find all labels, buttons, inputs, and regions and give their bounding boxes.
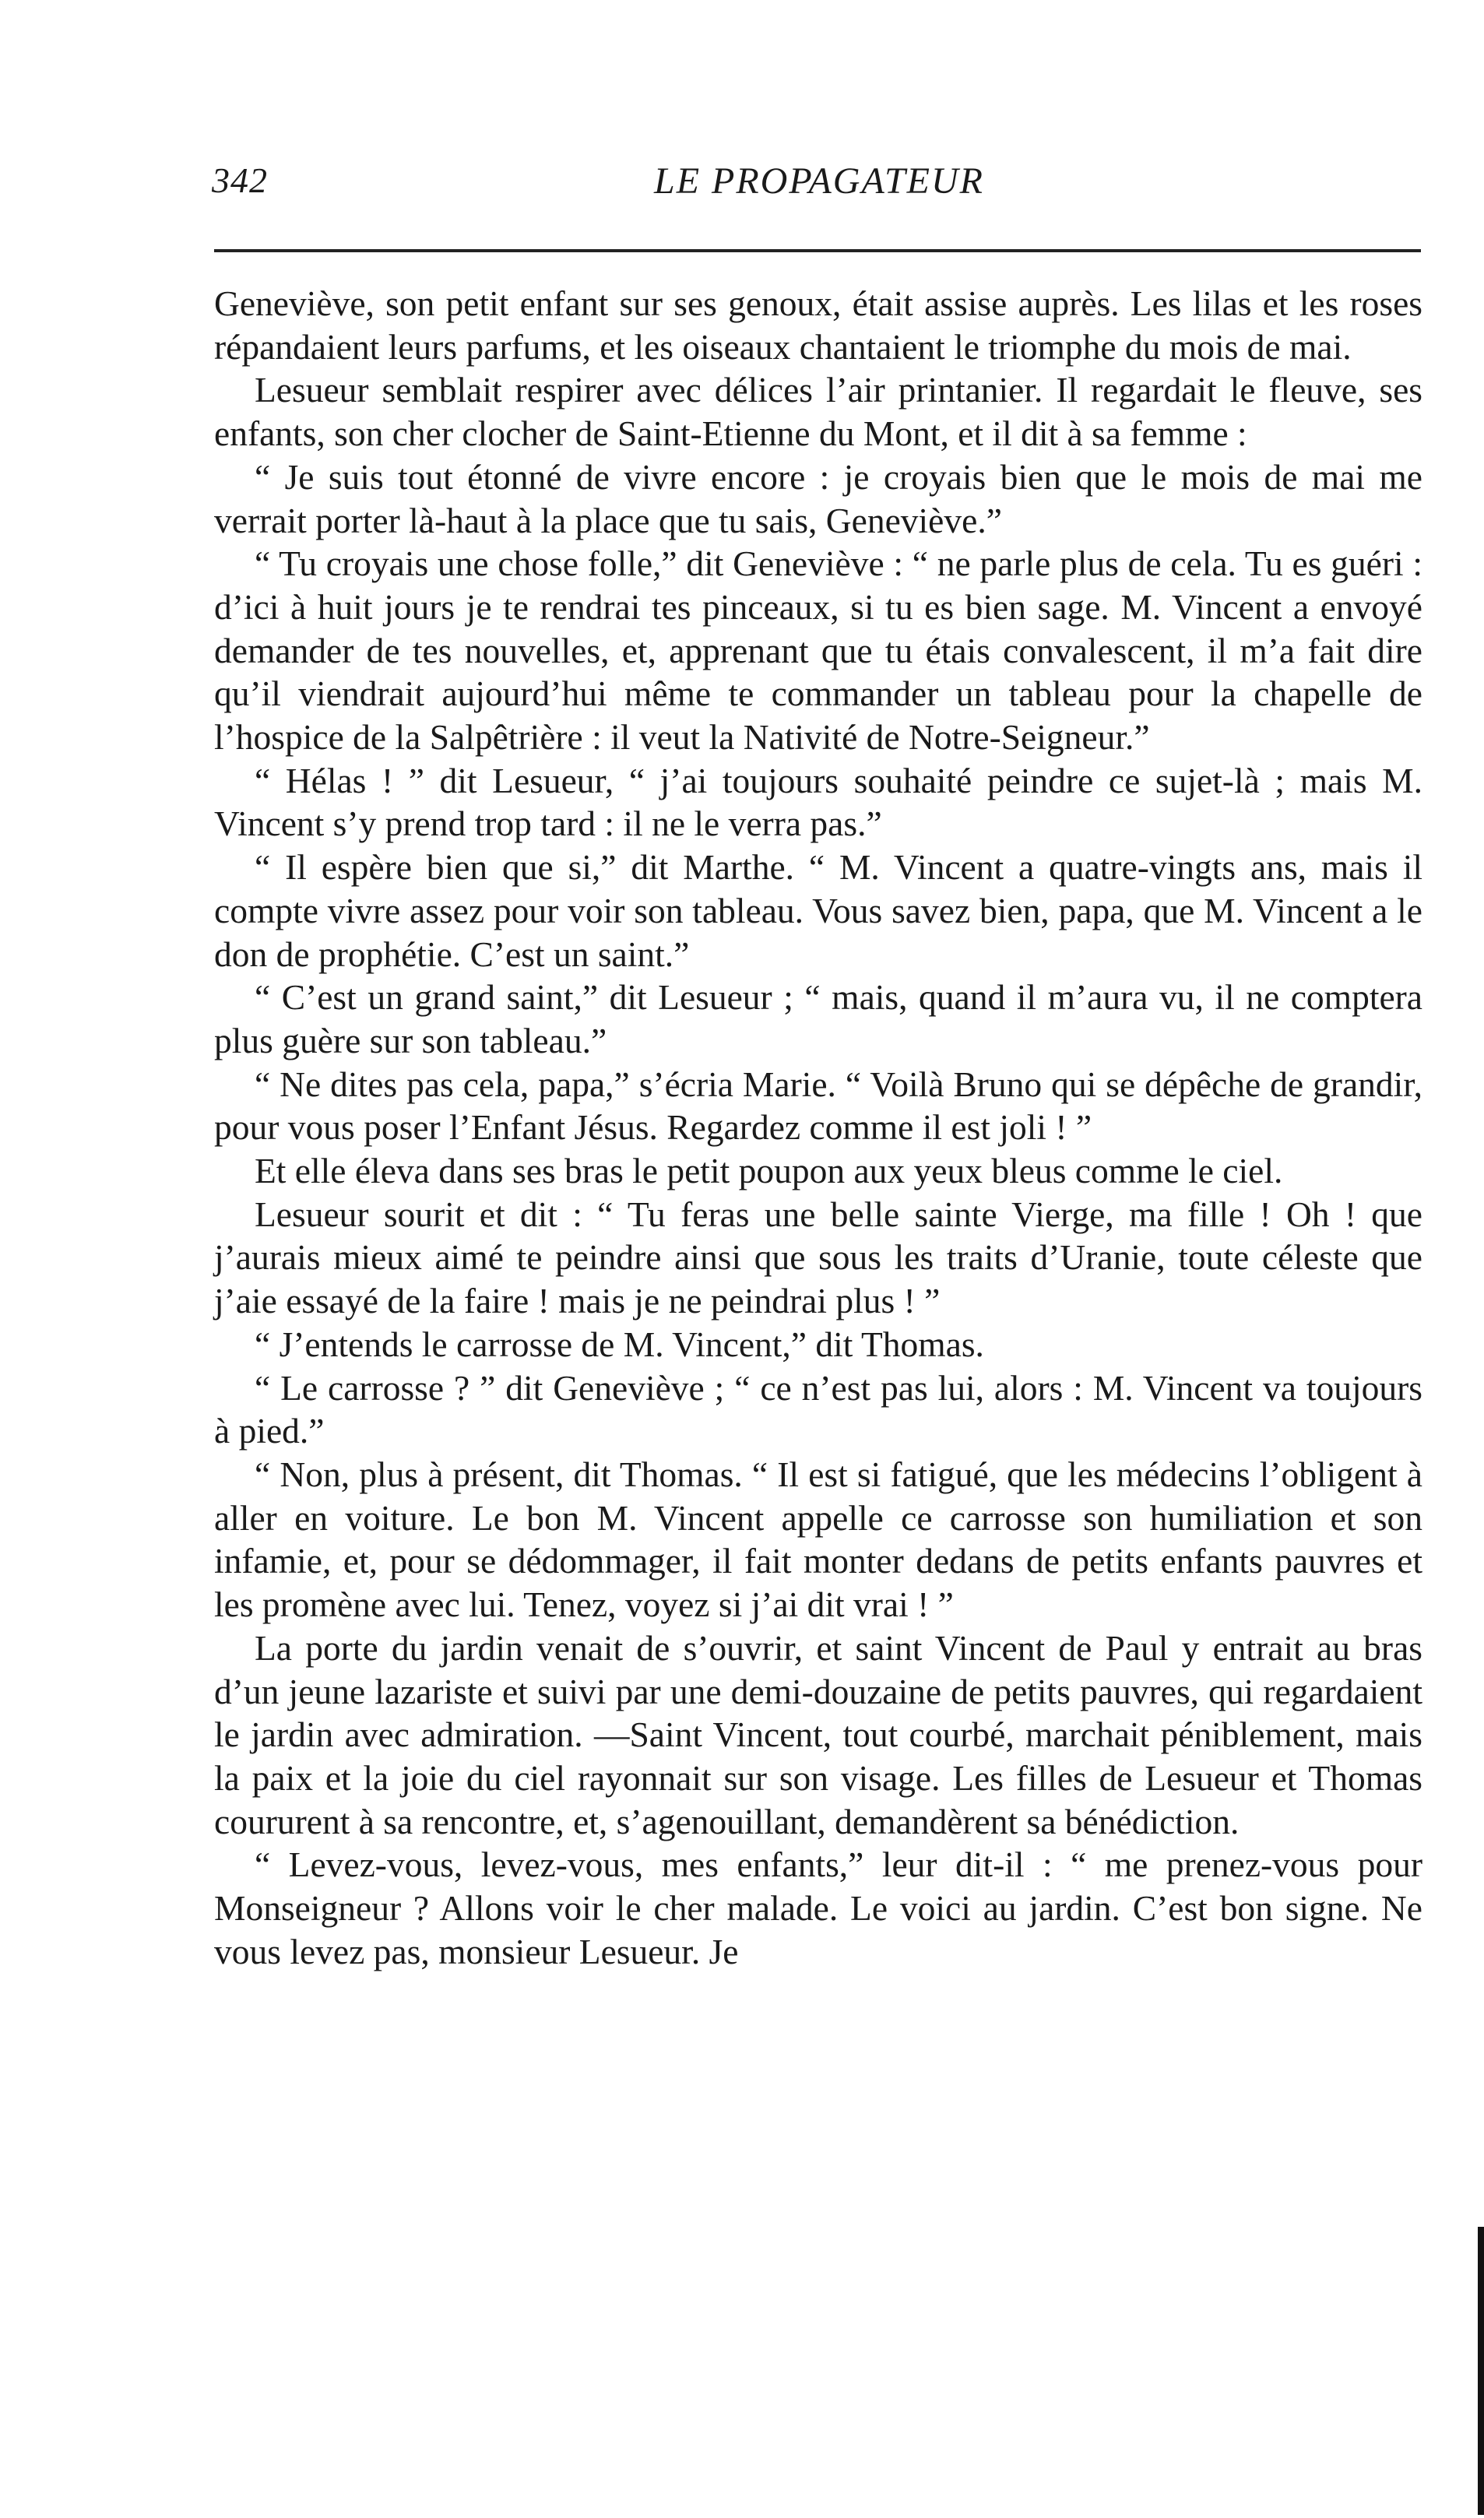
paragraph: “ Non, plus à présent, dit Thomas. “ Il est si fatigué, que les médecins l’obligent à aller en voiture. Le bon M. Vincent appelle ce carrosse son humiliation et son infamie, et, pour se dédommager, il fait monter dedans de petits enfants pauvres et les promène avec lui. Tenez, voyez si j’ai dit vrai ! ” xyxy=(214,1454,1422,1625)
paragraph: “ Le carrosse ? ” dit Geneviève ; “ ce n’est pas lui, alors : M. Vincent va toujours à pied.” xyxy=(214,1367,1422,1451)
paragraph: La porte du jardin venait de s’ouvrir, et saint Vincent de Paul y entrait au bras d’un jeune lazariste et suivi par une demi-douzaine de petits pauvres, qui regardaient le jardin avec admiration. —Saint Vincent, tout courbé, marchait péniblement, mais la paix et la joie du ciel rayonnait sur son visage. Les filles de Lesueur et Thomas coururent à sa rencontre, et, s’agenouillant, demandèrent sa bénédiction. xyxy=(214,1627,1422,1841)
paragraph: “ Levez-vous, levez-vous, mes enfants,” leur dit-il : “ me prenez-vous pour Monseigneur ? Allons voir le cher malade. Le voici au jardin. C’est bon signe. Ne vous levez pas, monsieur Lesueur. Je xyxy=(214,1845,1422,1971)
header-rule xyxy=(214,249,1421,252)
paragraph: “ Hélas ! ” dit Lesueur, “ j’ai toujours souhaité peindre ce sujet-là ; mais M. Vincent s’y prend trop tard : il ne le verra pas.” xyxy=(214,760,1422,844)
body-text xyxy=(214,282,1422,1973)
paragraph: Lesueur semblait respirer avec délices l’air printanier. Il regardait le fleuve, ses enfants, son cher clocher de Saint-Etienne du Mont, et il dit à sa femme : xyxy=(214,370,1422,454)
paragraph: Lesueur sourit et dit : “ Tu feras une belle sainte Vierge, ma fille ! Oh ! que j’aurais mieux aimé te peindre ainsi que sous les traits d’Uranie, toute céleste que j’aie essayé de la faire ! mais je ne peindrai plus ! ” xyxy=(214,1194,1422,1321)
page-edge-shadow xyxy=(1478,2227,1484,2515)
page-number: 342 xyxy=(212,160,268,200)
paragraph: “ Il espère bien que si,” dit Marthe. “ M. Vincent a quatre-vingts ans, mais il compte vivre assez pour voir son tableau. Vous savez bien, papa, que M. Vincent a le don de prophétie. C’est un saint.” xyxy=(214,847,1422,974)
running-title: LE PROPAGATEUR xyxy=(654,160,984,202)
paragraph: “ C’est un grand saint,” dit Lesueur ; “ mais, quand il m’aura vu, il ne comptera plus guère sur son tableau.” xyxy=(214,977,1422,1060)
paragraph: “ Tu croyais une chose folle,” dit Geneviève : “ ne parle plus de cela. Tu es guéri : d’ici à huit jours je te rendrai tes pinceaux, si tu es bien sage. M. Vincent a envoyé demander de tes nouvelles, et, apprenant que tu étais convalescent, il m’a fait dire qu’il viendrait aujourd’hui même te commander un tableau pour la chapelle de l’hospice de la Salpêtrière : il veut la Nativité de Notre-Seigneur.” xyxy=(214,543,1422,758)
paragraph: Geneviève, son petit enfant sur ses genoux, était assise auprès. Les lilas et les roses répandaient leurs parfums, et les oiseaux chantaient le triomphe du mois de mai. xyxy=(214,283,1422,367)
paragraph: “ Ne dites pas cela, papa,” s’écria Marie. “ Voilà Bruno qui se dépêche de grandir, pour vous poser l’Enfant Jésus. Regardez comme il est joli ! ” xyxy=(214,1064,1422,1148)
paragraph: “ J’entends le carrosse de M. Vincent,” dit Thomas. xyxy=(255,1324,984,1364)
paragraph: Et elle éleva dans ses bras le petit poupon aux yeux bleus comme le ciel. xyxy=(255,1151,1283,1191)
page-header xyxy=(212,160,1426,222)
paragraph: “ Je suis tout étonné de vivre encore : je croyais bien que le mois de mai me verrait porter là-haut à la place que tu sais, Geneviève.” xyxy=(214,456,1422,540)
